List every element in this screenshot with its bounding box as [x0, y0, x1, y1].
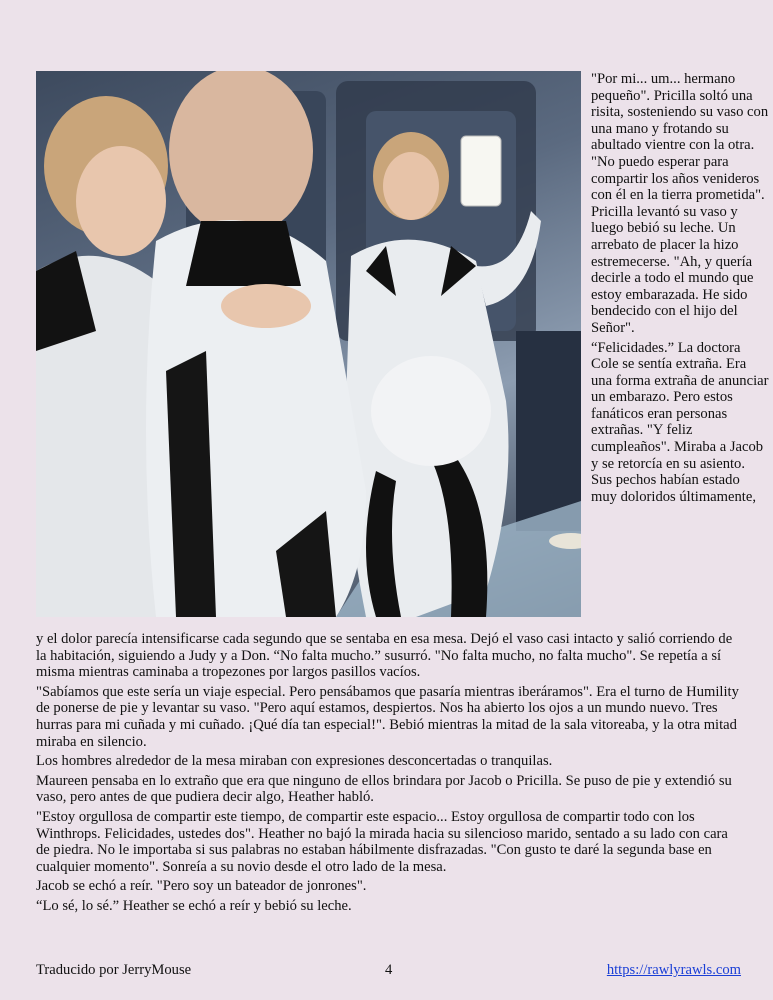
side-paragraph-2: “Felicidades.” La doctora Cole se sentía extraña. Era una forma extraña de anunciar un embarazo. Pero estos fanáticos eran personas extrañas. "Y feliz cumpleaños". Miraba a Jacob y se retorcía en su asiento. Sus pechos habían estado muy doloridos últimamente,: [591, 339, 769, 505]
illustration-graphic: [36, 71, 581, 617]
side-paragraph-1: "Por mi... um... hermano pequeño". Pricilla soltó una risita, sosteniendo su vaso con una mano y frotando su abultado vientre con la otra. "No puedo esperar para compartir los años venideros con él en la tierra prometida". Pricilla levantó su vaso y luego bebió su leche. Un arrebato de placer la hizo estremecerse. "Ah, y quería decirle a todo el mundo que estoy embarazada. He sido bendecido con el hijo del Señor".: [591, 71, 769, 336]
story-illustration: [36, 71, 581, 617]
body-paragraph-3: Los hombres alrededor de la mesa miraban con expresiones desconcertadas o tranquilas.: [36, 753, 553, 770]
translator-credit: Traducido por JerryMouse: [36, 962, 192, 978]
body-paragraph-4: Maureen pensaba en lo extraño que era que ninguno de ellos brindara por Jacob o Pricilla. Se puso de pie y extendió su vaso, pero antes de que pudiera decir algo, Heather habló.: [36, 772, 732, 806]
body-paragraph-7: “Lo sé, lo sé.” Heather se echó a reír y bebió su leche.: [36, 897, 352, 914]
body-paragraph-2: "Sabíamos que este sería un viaje especial. Pero pensábamos que pasaría mientras iberáramos". Era el turno de Humility de ponerse de pie y levantar su vaso. "Pero aquí estamos, despiertos. Nos ha abierto los ojos a un mundo nuevo. Tres hurras para mi cuñada y mi cuñado. ¡Qué día tan especial!". Bebió mientras la mitad de la sala vitoreaba, y la otra mitad miraba en silencio.: [36, 683, 739, 750]
page-footer: [36, 962, 741, 980]
website-link[interactable]: https://rawlyrawls.com: [606, 962, 741, 978]
body-text: [36, 631, 741, 918]
body-paragraph-6: Jacob se echó a reír. "Pero soy un bateador de jonrones".: [36, 878, 367, 895]
body-paragraph-1: y el dolor parecía intensificarse cada segundo que se sentaba en esa mesa. Dejó el vaso casi intacto y salió corriendo de la habitación, siguiendo a Judy y a Don. “No falta mucho.” susurró. "No falta mucho, no falta mucho". Se repetía a sí misma mientras caminaba a tropezones por largos pasillos vacíos.: [36, 631, 733, 681]
body-paragraph-5: "Estoy orgullosa de compartir este tiempo, de compartir este espacio... Estoy orgullosa de compartir todo con los Winthrops. Felicidades, ustedes dos". Heather no bajó la mirada hacia su silencioso marido, sentado a su lado con cara de piedra. No le importaba si sus palabras no estaban hábilmente disfrazadas. "Con gusto te daré la segunda base en cualquier momento". Sonreía a su novio desde el otro lado de la mesa.: [36, 808, 728, 875]
side-text-column: [591, 71, 769, 508]
page-number: 4: [385, 962, 393, 978]
